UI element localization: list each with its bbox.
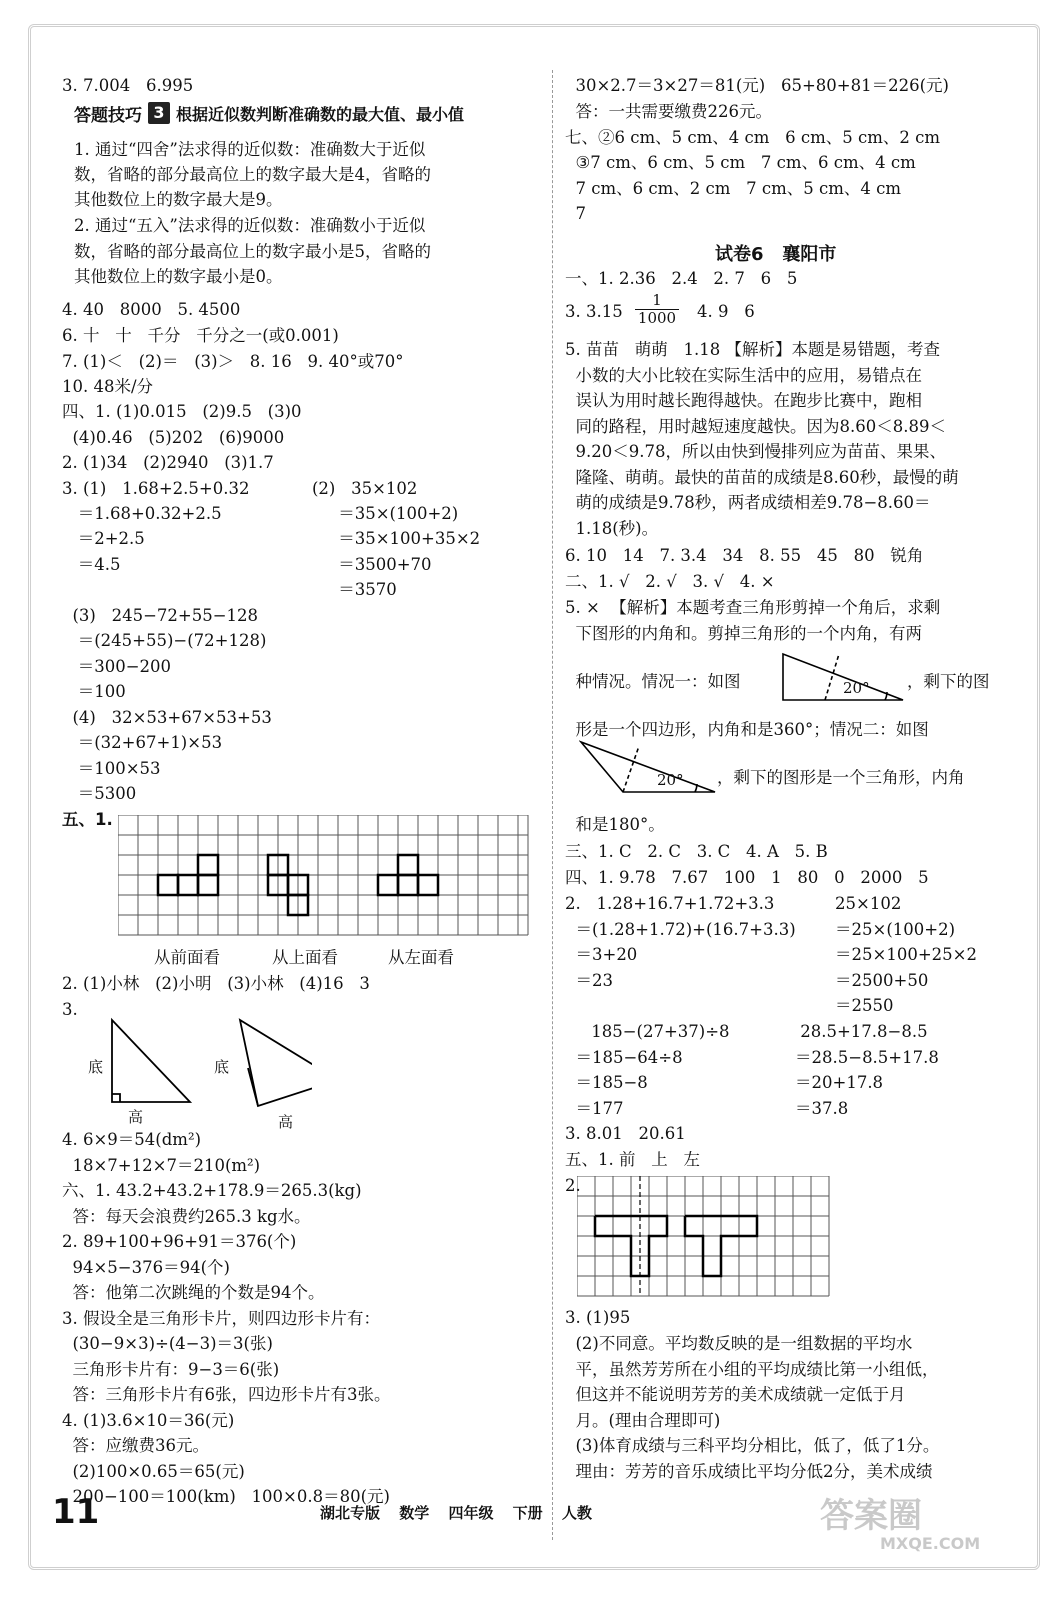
explanation-line: 和是180°。	[565, 815, 665, 834]
explanation-line: 误认为用时越长跑得越快。在跑步比赛中，跑相	[565, 391, 922, 410]
calc-line: ＝1.68+0.32+2.5	[62, 504, 222, 523]
calc-line: ＝2550	[835, 996, 894, 1015]
calc-line: ＝25×100+25×2	[835, 945, 977, 964]
answer-line: 一、1. 2.36 2.4 2. 7 6 5	[565, 269, 798, 288]
exam-title: 试卷6 襄阳市	[715, 244, 837, 265]
answer-line: 4. 40 8000 5. 4500	[62, 300, 241, 319]
answer-line: 7	[565, 204, 586, 223]
tip-line: 其他数位上的数字最大是9。	[74, 190, 283, 209]
explanation-line: 形是一个四边形，内角和是360°；情况二：如图	[565, 720, 929, 739]
calc-line: ＝4.5	[62, 555, 121, 574]
answer-line: 30×2.7＝3×27＝81(元) 65+80+81＝226(元)	[565, 76, 949, 95]
answer-line: 200−100＝100(km) 100×0.8＝80(元)	[62, 1487, 390, 1506]
triangle-height-figures	[82, 1010, 312, 1110]
calc-line: ＝(1.28+1.72)+(16.7+3.3)	[565, 920, 796, 939]
answer-line: 三角形卡片有：9−3＝6(张)	[62, 1360, 280, 1379]
answer-line: 答：一共需要缴费226元。	[565, 102, 772, 121]
watermark-url: MXQE.COM	[880, 1534, 981, 1553]
calc-line: ＝3+20	[565, 945, 638, 964]
answer-line: 答：每天会浪费约265.3 kg水。	[62, 1207, 311, 1226]
tip-number-badge: 3	[148, 102, 170, 124]
calc-line: (2) 35×102	[312, 479, 418, 498]
answer-line: 10. 48米/分	[62, 377, 154, 396]
explanation-line: 理由：芳芳的音乐成绩比平均分低2分，美术成绩	[565, 1462, 933, 1481]
answer-line: ③7 cm、6 cm、5 cm 7 cm、6 cm、4 cm	[565, 153, 916, 172]
answer-line: 3. 假设全是三角形卡片，则四边形卡片有：	[62, 1309, 380, 1328]
explanation-line: 种情况。情况一：如图	[565, 672, 741, 691]
view-caption: 从左面看	[388, 948, 454, 967]
answer-line: 3. 3.15	[565, 302, 623, 321]
calc-line: ＝185−8	[565, 1073, 648, 1092]
answer-line: 四、1. 9.78 7.67 100 1 80 0 2000 5	[565, 868, 929, 887]
answer-line: 答：他第二次跳绳的个数是94个。	[62, 1283, 325, 1302]
triangle-base-label: 底	[88, 1058, 104, 1076]
answer-line: 四、1. (1)0.015 (2)9.5 (3)0	[62, 402, 302, 421]
answer-line: 3. (1)95	[565, 1308, 631, 1327]
answer-line: 三、1. C 2. C 3. C 4. A 5. B	[565, 842, 828, 861]
explanation-line: (2)不同意。平均数反映的是一组数据的平均水	[565, 1334, 913, 1353]
answer-line: 二、1. √ 2. √ 3. √ 4. ×	[565, 572, 775, 591]
answer-line: 六、1. 43.2+43.2+178.9＝265.3(kg)	[62, 1181, 362, 1200]
footer-text: 湖北专版 数学 四年级 下册 人教	[320, 1504, 592, 1522]
calc-line: (4) 32×53+67×53+53	[62, 708, 272, 727]
answer-line: 6. 十 十 千分 千分之一(或0.001)	[62, 326, 339, 345]
answer-line: 4. 6×9＝54(dm²)	[62, 1130, 202, 1149]
column-divider	[552, 70, 553, 1540]
answer-line: 7 cm、6 cm、2 cm 7 cm、5 cm、4 cm	[565, 179, 902, 198]
calc-line: 28.5+17.8−8.5	[795, 1022, 928, 1041]
answer-line: 3. 7.004 6.995	[62, 76, 194, 95]
fraction	[635, 292, 679, 327]
explanation-line: (3)体育成绩与三科平均分相比，低了，低了1分。	[565, 1436, 940, 1455]
section-label: 五、1.	[62, 810, 113, 829]
answer-line: (2)100×0.65＝65(元)	[62, 1462, 245, 1481]
tip-header	[74, 100, 464, 126]
explanation-line: 5. × 【解析】本题考查三角形剪掉一个角后，求剩	[565, 598, 941, 617]
calc-line: 25×102	[835, 894, 902, 913]
explanation-line: 5. 苗苗 萌萌 1.18 【解析】本题是易错题，考查	[565, 340, 940, 359]
answer-line: 4. (1)3.6×10＝36(元)	[62, 1411, 235, 1430]
explanation-line: 下图形的内角和。剪掉三角形的一个内角，有两	[565, 624, 922, 643]
triangle-height-label: 高	[278, 1113, 294, 1131]
tip-line: 1. 通过“四舍”法求得的近似数：准确数大于近似	[74, 140, 426, 159]
fraction-denominator: 1000	[635, 309, 679, 327]
calc-line: ＝25×(100+2)	[835, 920, 956, 939]
view-caption: 从前面看	[154, 948, 220, 967]
calc-line: ＝177	[565, 1099, 624, 1118]
explanation-line: 9.20＜9.78，所以由快到慢排列应为苗苗、果果、	[565, 442, 946, 461]
explanation-line: 同的路程，用时越短速度越快。因为8.60＜8.89＜	[565, 417, 946, 436]
answer-line: 4. 9 6	[697, 302, 755, 321]
explanation-line: 月。(理由合理即可)	[565, 1411, 721, 1430]
explanation-line: 1.18(秒)。	[565, 519, 659, 538]
calc-line: 185−(27+37)÷8	[565, 1022, 730, 1041]
explanation-line: 小数的大小比较在实际生活中的应用，易错点在	[565, 366, 922, 385]
answer-line: 3. 8.01 20.61	[565, 1124, 686, 1143]
answer-line: (4)0.46 (5)202 (6)9000	[62, 428, 285, 447]
view-grid	[118, 815, 530, 937]
calc-line: ＝35×(100+2)	[312, 504, 459, 523]
watermark-logo: 答案圈	[820, 1496, 922, 1536]
tip-line: 数，省略的部分最高位上的数字最小是5，省略的	[74, 242, 431, 261]
view-grid-2	[577, 1176, 833, 1300]
calc-line: ＝(245+55)−(72+128)	[62, 631, 267, 650]
angle-label: 20°	[843, 679, 870, 697]
view-caption: 从上面看	[272, 948, 338, 967]
triangle-base-label: 底	[214, 1058, 230, 1076]
explanation-line: 萌的成绩是9.78秒，两者成绩相差9.78−8.60＝	[565, 493, 931, 512]
tip-label: 答题技巧	[74, 105, 142, 126]
calc-line: ＝20+17.8	[795, 1073, 884, 1092]
answer-line: 2. (1)小林 (2)小明 (3)小林 (4)16 3	[62, 974, 370, 993]
answer-line: 94×5−376＝94(个)	[62, 1258, 230, 1277]
cut-triangle-figure-2	[579, 740, 719, 796]
tip-line: 其他数位上的数字最小是0。	[74, 267, 283, 286]
answer-line: 6. 10 14 7. 3.4 34 8. 55 45 80 锐角	[565, 546, 924, 565]
calc-line: ＝37.8	[795, 1099, 849, 1118]
calc-line: ＝28.5−8.5+17.8	[795, 1048, 939, 1067]
calc-line: ＝3500+70	[312, 555, 432, 574]
calc-line: ＝23	[565, 971, 613, 990]
calc-line: ＝100×53	[62, 759, 161, 778]
calc-line: ＝2+2.5	[62, 529, 145, 548]
answer-line: 2.	[565, 1176, 581, 1195]
tip-title: 根据近似数判断准确数的最大值、最小值	[176, 104, 465, 124]
answer-line: 五、1. 前 上 左	[565, 1150, 700, 1169]
cut-triangle-figure-1	[777, 652, 907, 704]
answer-line: 答：应缴费36元。	[62, 1436, 209, 1455]
answer-line: 答：三角形卡片有6张，四边形卡片有3张。	[62, 1385, 391, 1404]
answer-line: 18×7+12×7＝210(m²)	[62, 1156, 261, 1175]
explanation-line: 平，虽然芳芳所在小组的平均成绩比第一小组低，	[565, 1360, 939, 1379]
calc-line: ＝(32+67+1)×53	[62, 733, 223, 752]
calc-line: ＝35×100+35×2	[312, 529, 481, 548]
triangle-height-label: 高	[128, 1108, 144, 1126]
explanation-line: ，剩下的图	[907, 672, 990, 691]
calc-line: (3) 245−72+55−128	[62, 606, 259, 625]
answer-line: 2. 89+100+96+91＝376(个)	[62, 1232, 297, 1251]
answer-line: 7. (1)＜ (2)＝ (3)＞ 8. 16 9. 40°或70°	[62, 352, 404, 371]
calc-line: ＝5300	[62, 784, 137, 803]
page-number: 11	[52, 1492, 100, 1532]
calc-line: ＝2500+50	[835, 971, 929, 990]
explanation-line: ，剩下的图形是一个三角形，内角	[717, 768, 965, 787]
explanation-line: 隆隆、萌萌。最快的苗苗的成绩是8.60秒，最慢的萌	[565, 468, 959, 487]
calc-line: ＝3570	[312, 580, 397, 599]
answer-line: 七、②6 cm、5 cm、4 cm 6 cm、5 cm、2 cm	[565, 128, 941, 147]
calc-line: 3. (1) 1.68+2.5+0.32	[62, 479, 250, 498]
tip-line: 2. 通过“五入”法求得的近似数：准确数小于近似	[74, 216, 426, 235]
answer-line: (30−9×3)÷(4−3)＝3(张)	[62, 1334, 273, 1353]
calc-line: 2. 1.28+16.7+1.72+3.3	[565, 894, 775, 913]
tip-line: 数，省略的部分最高位上的数字最大是4，省略的	[74, 165, 431, 184]
calc-line: ＝185−64÷8	[565, 1048, 683, 1067]
calc-line: ＝300−200	[62, 657, 172, 676]
answer-line: 3.	[62, 1000, 78, 1019]
answer-line: 2. (1)34 (2)2940 (3)1.7	[62, 453, 274, 472]
fraction-numerator: 1	[652, 291, 662, 309]
calc-line: ＝100	[62, 682, 126, 701]
explanation-line: 但这并不能说明芳芳的美术成绩就一定低于月	[565, 1385, 906, 1404]
angle-label: 20°	[657, 771, 684, 789]
